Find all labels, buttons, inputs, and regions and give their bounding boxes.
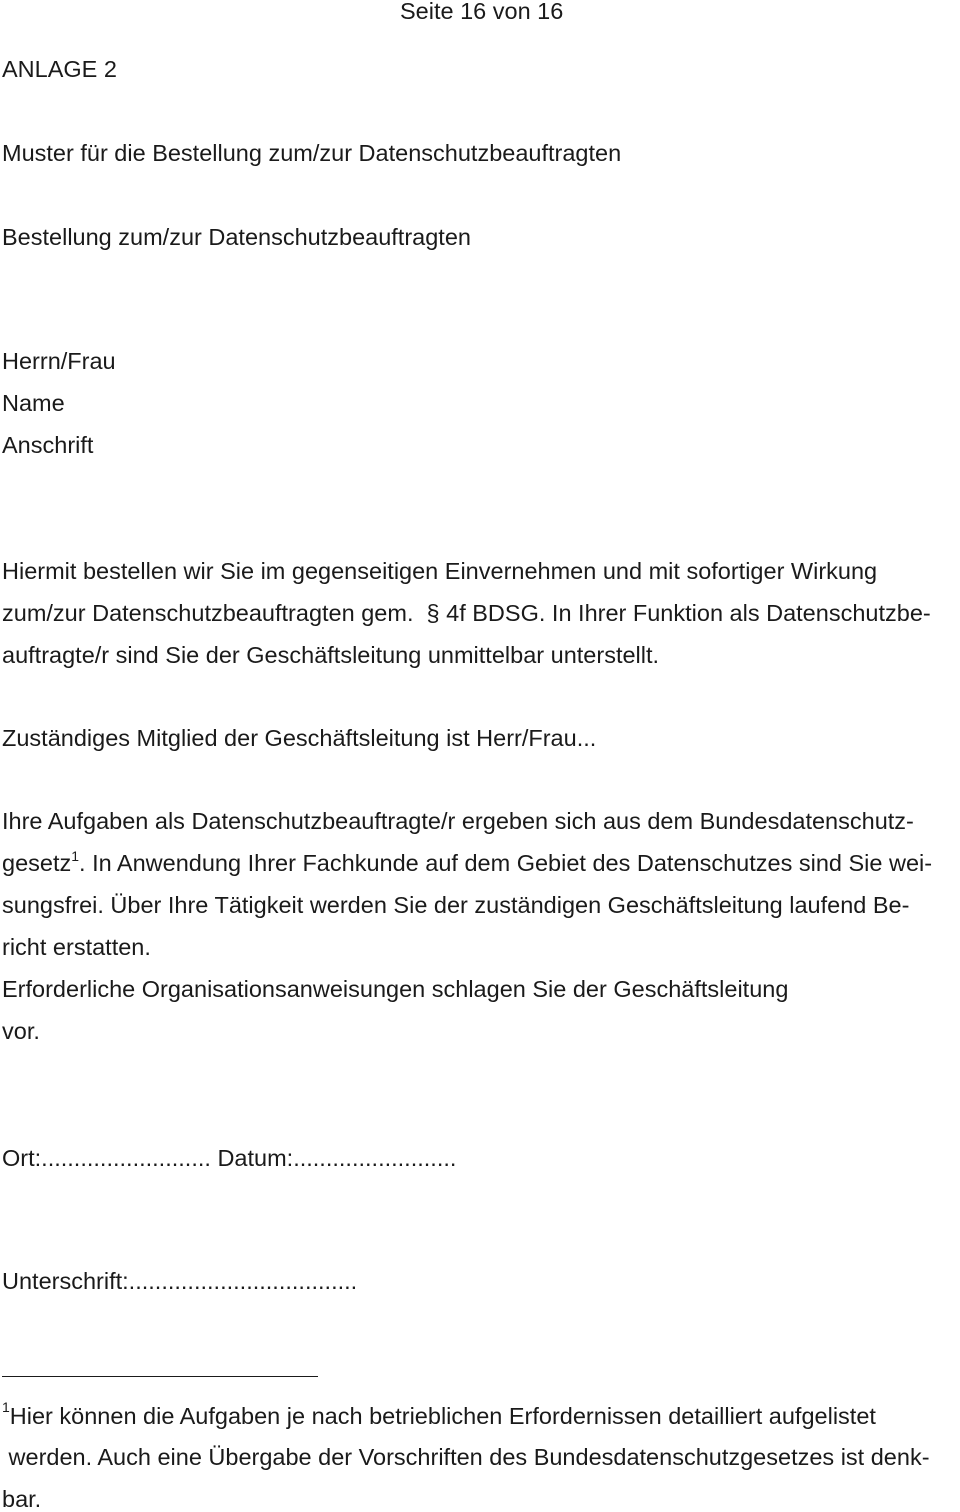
paragraph-line: Hiermit bestellen wir Sie im gegenseitigen Einvernehmen und mit sofortiger Wirkung: [2, 558, 878, 584]
paragraph-line: vor.: [2, 1018, 40, 1044]
paragraph-line: zum/zur Datenschutzbeauftragten gem. § 4f BDSG. In Ihrer Funktion als Datenschutzbe-: [2, 600, 931, 626]
footnote-reference: 1: [71, 848, 80, 864]
page-number: Seite 16 von 16: [400, 0, 564, 24]
place-date-line: Ort:.......................... Datum:.........................: [2, 1145, 457, 1171]
footnote-text: Hier können die Aufgaben je nach betrieblichen Erfordernissen detailliert aufgelistet: [9, 1403, 876, 1429]
paragraph-line: auftragte/r sind Sie der Geschäftsleitung unmittelbar unterstellt.: [2, 642, 660, 668]
signature-line: Unterschrift:...................................: [2, 1268, 358, 1294]
paragraph-text: gesetz: [2, 850, 72, 876]
annex-label: ANLAGE 2: [2, 56, 117, 82]
footnote-line: werden. Auch eine Übergabe der Vorschriften des Bundesdatenschutzgesetzes ist denk-: [2, 1444, 930, 1470]
paragraph-line: Ihre Aufgaben als Datenschutzbeauftragte/r ergeben sich aus dem Bundesdatenschutz-: [2, 808, 914, 834]
paragraph-text: . In Anwendung Ihrer Fachkunde auf dem Gebiet des Datenschutzes sind Sie wei-: [79, 850, 933, 876]
paragraph-line: Erforderliche Organisationsanweisungen schlagen Sie der Geschäftsleitung: [2, 976, 789, 1002]
paragraph-line: richt erstatten.: [2, 934, 151, 960]
paragraph-line: [2, 848, 933, 876]
footnote-line: bar.: [2, 1486, 42, 1512]
document-title: Muster für die Bestellung zum/zur Datenschutzbeauftragten: [2, 140, 622, 166]
footnote-marker: 1: [2, 1399, 10, 1415]
footnote-line: [2, 1399, 876, 1429]
footnote-separator: [2, 1376, 318, 1377]
recipient-address: Anschrift: [2, 432, 94, 458]
recipient-name: Name: [2, 390, 65, 416]
responsible-member-paragraph: Zuständiges Mitglied der Geschäftsleitung ist Herr/Frau...: [2, 725, 597, 751]
paragraph-line: sungsfrei. Über Ihre Tätigkeit werden Sie der zuständigen Geschäftsleitung laufend Be-: [2, 892, 910, 918]
recipient-salutation: Herrn/Frau: [2, 348, 116, 374]
document-subtitle: Bestellung zum/zur Datenschutzbeauftragten: [2, 224, 471, 250]
